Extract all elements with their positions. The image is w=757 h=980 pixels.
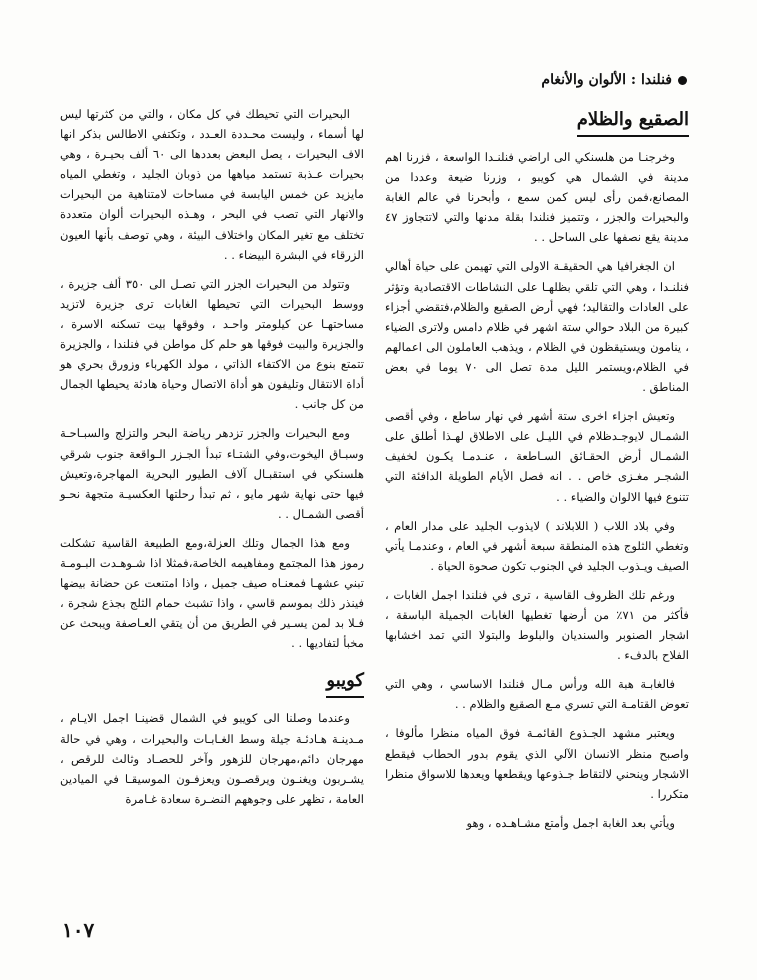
section-heading-frost-darkness: الصقيع والظلام [577, 106, 689, 137]
paragraph: وتتولد من البحيرات الجزر التي تصـل الى ٣٥٠ ألف جزيرة ، ووسط البحيرات التي تحيطها الغابات ترى جزيرة لاتزيد مساحتهـا عن كيلومتر واحـد ، وفوقها بيت تسكنه الاسرة ، والجزيرة والبيت فوقها هو حلم كل مواطن في فنلندا ، والجزيرة تتمتع بنوع من الاكتفاء الذاتي ، مولد الكهرباء وزورق بحري هو أداة الانتقال وتليفون هو أداة الاتصال وحياة هادئة يحيطها الجمال من كل جانب . [60, 276, 364, 412]
paragraph: فالغابـة هبة الله ورأس مـال فنلندا الاساسي ، وهي التي تعوض القتامـة التي تسري مـع الصقيع والظلام . . [385, 677, 689, 712]
paragraph: وخرجنـا من هلسنكي الى اراضي فنلنـدا الواسعة ، فزرنا اهم مدينة في الشمال هي كويبو ، وزرنا ضيعة وعددا من المصانع،فمن رأى ليس كمن سمع ، وأبحرنا في عالم الغابة والبحيرات والجزر ، وتتميز فنلندا بقلة مدنها والتي لاتتجاوز ٤٧ مدينة يقع نصفها على الساحل . . [385, 150, 689, 245]
running-head [541, 72, 687, 88]
paragraph: وتعيش اجزاء اخرى ستة أشهر في نهار ساطع ، وفي أقصى الشمـال لايوجـدظلام في الليـل على الاطلاق لهـذا أطلق على الشمـال أرض الحقـائق السـاطعة ، عنـدمـا يكـون لخفيف الشجـر مغـزى خاص . . انه فصل الأيام الطويلة الدافئة التي تتنوع فيها الالوان والضياء . . [385, 409, 689, 504]
paragraph: ورغم تلك الظروف القاسية ، ترى في فنلندا اجمل الغابات ، فأكثر من ٧١٪ من أرضها تغطيها الغابات الجميلة الباسقة ، اشجار الصنوبر والسنديان والبلوط والبتولا التي تمد اخشابها الفلاح بالدفء . [385, 587, 689, 663]
section-heading-kuopio: كويبو [326, 667, 364, 698]
page-number: ١٠٧ [62, 918, 95, 942]
paragraph: ومع هذا الجمال وتلك العزلة،ومع الطبيعة القاسية تشكلت رموز هذا المجتمع ومفاهيمه الخاصة،فمثلا اذا شـوهـدت البـومـة تبني عشهـا فمعنـاه صيف جميل ، واذا امتنعت عن حضانة بيضها فينذر ذلك بموسم قاسي ، واذا تشبث حمام الثلج بجذع شجرة ، فـلا بد لمن يسـير في الطريق من أن يتقي العـاصفة ويبحث عن مخبأ لتفاديها . . [60, 535, 364, 651]
paragraph: البحيرات التي تحيطك في كل مكان ، والتي من كثرتها ليس لها أسماء ، وليست محـددة العـدد ، وتكتفي الاطالس بذكر انها الاف البحيرات ، يصل البعض بعددها الى ٦٠ ألف بحيـرة ، وهي بحيرات عـذبة تستمد مياهها من ذوبان الجليد ، وتغطي المياه مايزيد عن خمس اليابسة في مساحات لامتناهية من البحيرات والانهار التي تصب في البحر ، وهـذه البحيرات ألوان متعددة تختلف مع تغير المكان واختلاف البيئة ، وهي توصف بأنها العيون الزرقاء في البشرة البيضاء . . [60, 107, 364, 262]
paragraph: ومع البحيرات والجزر تزدهر رياضة البحر والتزلج والسبـاحـة وسبـاق اليخوت،وفي الشتـاء تبدأ الجـزر الـواقعة جنوب شرقي هلسنكي في استقبـال آلاف الطيور البحرية المهاجرة،وتعيش فيها حتى نهاية شهر مايو ، ثم تبدأ رحلتها العكسيـة متجهة نحـو أقصى الشمـال . . [60, 426, 364, 521]
left-column [60, 104, 364, 818]
paragraph: ويعتبر مشهد الجـذوع القائمـة فوق المياه منظرا مألوفا ، واصبح منظر الانسان الآلي الذي يقوم بدور الحطاب فيقطع الاشجار وينحني لالتقاط جـذوعها ويقطعها ويعدها للاسواق منظرا متكررا . [385, 726, 689, 801]
paragraph: وفي بلاد اللاب ( اللابلاند ) لايذوب الجليد على مدار العام ، وتغطي الثلوج هذه المنطقة سبعة أشهر في العام ، وعندمـا يأتي الصيف ويـذوب الجليد في الجنوب تكون صحوة الحياة . [385, 518, 689, 573]
paragraph: ويأتي بعد الغابة اجمل وأمتع مشـاهـده ، وهو [466, 815, 675, 830]
paragraph: ان الجغرافيا هي الحقيقـة الاولى التي تهيمن على حياة أهالي فنلنـدا ، وهي التي تلقي بظلهـا على النشاطات الاقتصادية وتؤثر على العادات والتقاليد؛ فهي أرض الصقيع والظلام،فتقضي أجزاء كبيرة من البلاد حوالي ستة اشهر في ظلام دامس ولاترى الضياء ، ينامون ويستيقظون في الظلام ، ويذهب العاملون الى اعمالهم في الظلام،ويستمر الليل مدة تصل الى ٧٠ يوما في بعض المناطق . [385, 259, 689, 395]
paragraph: وعندما وصلنا الى كويبو في الشمال قضينـا اجمل الايـام ، مـدينـة هـادئـة جيلة وسط الغـابـات والبحيرات ، وهي في حالة مهرجان دائم،مهرجان للزهور وآخر للحصـاد وثالث للرقص ، يشـربون ويغنـون ويرقصـون ويعزفـون الموسيقـا في الميادين العامة ، تظهر على وجوههم النضـرة سعادة غـامرة [60, 711, 364, 806]
running-head-title: فنلندا : الألوان والأنغام [541, 72, 672, 88]
right-column [385, 104, 689, 842]
bullet-icon [678, 76, 687, 85]
